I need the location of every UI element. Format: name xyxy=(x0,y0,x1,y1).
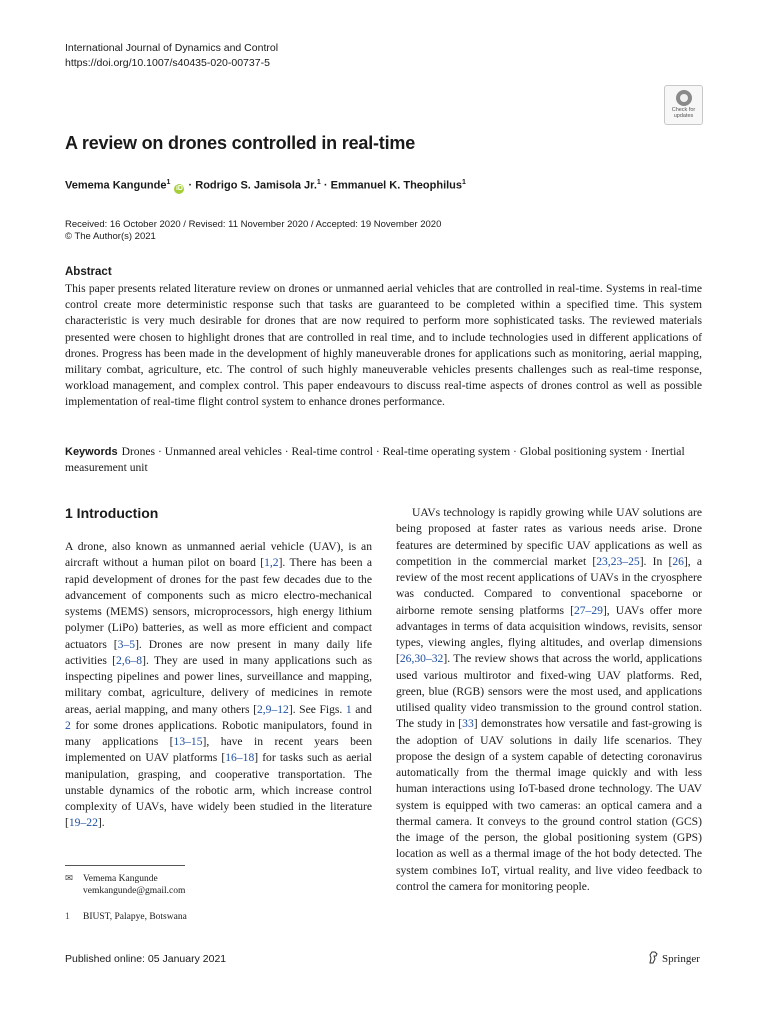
badge-line-2: updates xyxy=(673,113,694,119)
keywords-text: Drones · Unmanned areal vehicles · Real-time control · Real-time operating system · Global positioning system · Inertial measurement unit xyxy=(65,445,685,475)
citation-link[interactable]: 2,6–8 xyxy=(116,653,143,667)
journal-header xyxy=(65,41,278,71)
abstract-text: This paper presents related literature review on drones or unmanned aerial vehicles that are controlled in real-time. Systems in real-time control create more deterministic response such that tasks are guaranteed to be completed within a specified time. This system characteristic is very much desirable for drones that are now required to perform more sophisticated tasks. The reviewed materials presented were chosen to highlight drones that are controlled in real time, and to include technologies used in different applications of drones. Progress has been made in the development of highly maneuverable drones for applications such as monitoring, aerial mapping, military combat, agriculture, etc. The control of such highly maneuverable vehicles presents challenges such as real-time response, workload management, and complex control. This paper endeavours to discuss real-time aspects of drones control as well as possible implementation of real-time flight control system to enhance drones performance. xyxy=(65,282,702,409)
check-for-updates-badge[interactable] xyxy=(664,85,703,125)
author-2-affil: 1 xyxy=(316,179,321,186)
affiliation-number: 1 xyxy=(65,912,70,922)
citation-link[interactable]: 2,9–12 xyxy=(256,702,289,716)
citation-link[interactable]: 27–29 xyxy=(573,603,603,617)
author-1[interactable]: Vemema Kangunde xyxy=(65,179,167,192)
citation-link[interactable]: 26 xyxy=(672,554,684,568)
corresponding-author-footnote xyxy=(65,873,185,897)
corresponding-author-name: Vemema Kangunde xyxy=(83,874,158,884)
copyright-line: © The Author(s) 2021 xyxy=(65,231,156,242)
intro-paragraph-right: UAVs technology is rapidly growing while UAV solutions are being proposed at faster rates as various needs arise. Drone features are determined by specific UAV applications as well as competition in the commercial market [23,23–25]. In [26], a review of the most recent applications of UAVs in the cryosphere was conducted. Compared to conventional spaceborne or airborne remote sensing platforms [27–29], UAVs offer more advantages in terms of data acquisition windows, revisits, sensor types, viewing angles, flying altitudes, and overlap dimensions [26,30–32]. The review shows that across the world, applications used various multirotor and fixed-wing UAV platforms. Red, green, blue (RGB) sensors were the most used, and applications utilised quality video transmission to the ground control station. The study in [33] demonstrates how versatile and fast-growing is the adoption of UAV solutions in daily life scenarios. They propose the design of a system capable of detecting coronavirus automatically from the thermal image quickly and with less human interactions using IoT-based drone technology. The UAV system is equipped with two cameras: an optical camera and a thermal camera. It conveys to the ground control station (GCS) the image of the person, the global positioning system (GPS) location as well as a thermal image of the hot body detected. The system combines IoT, virtual reality, and live video feedback to control the camera for monitoring people. xyxy=(396,506,703,893)
figure-link[interactable]: 1 xyxy=(345,702,352,716)
citation-link[interactable]: 19–22 xyxy=(68,816,98,830)
author-3-affil: 1 xyxy=(462,179,466,186)
citation-link[interactable]: 26,30–32 xyxy=(399,652,444,666)
publisher-name: Springer xyxy=(662,953,700,965)
footnote-divider xyxy=(65,865,185,866)
citation-link[interactable]: 1,2 xyxy=(264,556,279,570)
journal-name: International Journal of Dynamics and Control xyxy=(65,42,279,54)
intro-paragraph-left: A drone, also known as unmanned aerial vehicle (UAV), is an aircraft without a human pilot on board [1,2]. There has been a rapid development of drones for the past few decades due to the advancement of components such as micro electro-mechanical systems (MEMS) sensors, microprocessors, high energy lithium polymer (LiPo) batteries, as well as more efficient and compact actuators [3–5]. Drones are now present in many daily life activities [2,6–8]. They are used in many applications such as inspecting pipelines and power lines, surveillance and mapping, military combat, agriculture, delivery of medicines in remote areas, aerial mapping, and many others [2,9–12]. See Figs. 1 and 2 for some drones applications. Robotic manipulators, found in many applications [13–15], have in recent years been implemented on UAV platforms [16–18] for tasks such as aerial manipulation, grasping, and cooperative transportation. The unstable dynamics of the robotic arm, which increase control complexity of UAVs, have widely been studied in the literature [19–22]. xyxy=(65,540,372,830)
affiliation-footnote xyxy=(65,911,187,923)
citation-link[interactable]: 23,23–25 xyxy=(596,554,640,568)
envelope-icon: ✉ xyxy=(65,874,73,884)
crossmark-icon xyxy=(676,90,692,106)
citation-link[interactable]: 16–18 xyxy=(225,751,255,765)
abstract-heading: Abstract xyxy=(65,266,112,278)
affiliation-text: BIUST, Palapye, Botswana xyxy=(83,912,187,922)
received-revised-accepted: Received: 16 October 2020 / Revised: 11 November 2020 / Accepted: 19 November 2020 xyxy=(65,219,442,230)
citation-link[interactable]: 13–15 xyxy=(173,735,203,748)
badge-line-1: Check for xyxy=(671,107,696,113)
springer-logo xyxy=(648,951,700,965)
doi-link[interactable]: https://doi.org/10.1007/s40435-020-00737-5 xyxy=(65,57,270,69)
figure-link[interactable]: 2 xyxy=(65,718,71,732)
published-online-date: Published online: 05 January 2021 xyxy=(65,953,227,965)
author-1-affil: 1 xyxy=(166,179,171,186)
citation-link[interactable]: 3–5 xyxy=(117,637,136,651)
orcid-icon[interactable]: iD xyxy=(175,184,183,192)
article-dates xyxy=(65,219,441,243)
paper-title: A review on drones controlled in real-time xyxy=(65,133,416,153)
author-3[interactable]: Emmanuel K. Theophilus xyxy=(330,179,463,192)
author-separator: · xyxy=(188,179,193,192)
author-2[interactable]: Rodrigo S. Jamisola Jr. xyxy=(195,179,317,192)
section-heading-introduction: 1 Introduction xyxy=(65,505,159,521)
author-separator: · xyxy=(323,179,328,192)
citation-link[interactable]: 33 xyxy=(462,717,474,731)
corresponding-author-email[interactable]: vemkangunde@gmail.com xyxy=(83,886,186,896)
author-list xyxy=(65,179,466,194)
keywords-label: Keywords xyxy=(65,446,118,458)
springer-horse-icon xyxy=(648,951,659,964)
keywords-block xyxy=(65,444,702,476)
